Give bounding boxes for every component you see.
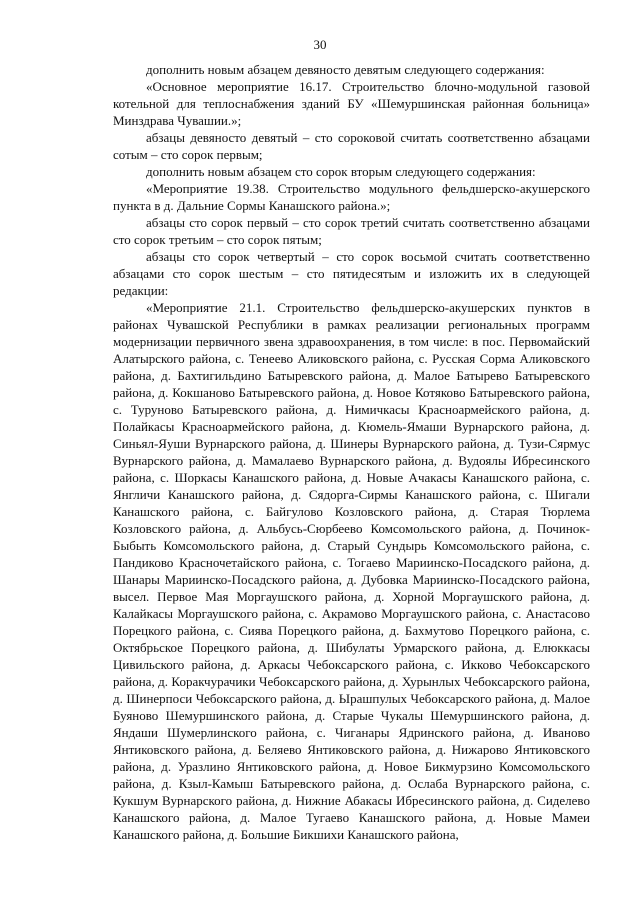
paragraph-3: абзацы девяносто девятый – сто сороковой считать соответственно абзацами сотым – сто сорок первым; — [113, 130, 590, 162]
paragraph-7: абзацы сто сорок четвертый – сто сорок восьмой считать соответственно абзацами сто сорок шестым – сто пятидесятым и изложить их в следующей редакции: — [113, 249, 590, 298]
paragraph-5: «Мероприятие 19.38. Строительство модульного фельдшерско-акушерского пункта в д. Дальние Сормы Канашского района.»; — [113, 181, 590, 213]
paragraph-2: «Основное мероприятие 16.17. Строительство блочно-модульной газовой котельной для теплоснабжения зданий БУ «Шемуршинская районная больница» Минздрава Чувашии.»; — [113, 79, 590, 128]
paragraph-1: дополнить новым абзацем девяносто девятым следующего содержания: — [146, 62, 545, 77]
paragraph-8: «Мероприятие 21.1. Строительство фельдшерско-акушерских пунктов в районах Чувашской Республики в рамках реализации региональных программ модернизации первичного звена здравоохранения, в том числе: в пос. Первомайский Алатырского района, с. Тенеево Аликовского района, с. Русская Сорма Аликовского района, д. Бахтигильдино Батыревского района, д. Малое Батырево Батыревского района, д. Кокшаново Батыревского района, д. Новое Котяково Батыревского района, с. Туруново Батыревского района, д. Нимичкасы Красноармейского района, д. Полайкасы Красноармейского района, д. Кюмель-Ямаши Вурнарского района, д. Синьял-Яуши Вурнарского района, д. Шинеры Вурнарского района, д. Тузи-Сярмус Вурнарского района, д. Мамалаево Вурнарского района, д. Вудоялы Ибресинского района, с. Шоркасы Канашского района, д. Новые Ачакасы Канашского района, с. Янгличи Канашского района, д. Сядорга-Сирмы Канашского района, с. Шигали Канашского района, с. Байгулово Козловского района, д. Старая Тюрлема Козловского района, д. Альбусь-Сюрбеево Комсомольского района, д. Починок-Быбыть Комсомольского района, д. Старый Сундырь Комсомольского района, с. Пандиково Красночетайского района, с. Тогаево Мариинско-Посадского района, д. Шанары Мариинско-Посадского района, д. Дубовка Мариинско-Посадского района, высел. Первое Мая Моргаушского района, д. Хорной Моргаушского района, д. Калайкасы Моргаушского района, с. Акрамово Моргаушского района, с. Анастасово Порецкого района, с. Сиява Порецкого района, д. Бахмутово Порецкого района, с. Октябрьское Порецкого района, д. Шибулаты Урмарского района, д. Елюккасы Цивильского района, д. Аркасы Чебоксарского района, с. Икково Чебоксарского района, д. Коракчурачики Чебоксарского района, д. Хурынлых Чебоксарского района, д. Шинерпоси Чебоксарского района, д. Ырашпулых Чебоксарского района, д. Малое Буяново Шемуршинского района, д. Старые Чукалы Шемуршинского района, д. Яндаши Шумерлинского района, с. Чиганары Ядринского района, д. Иваново Янтиковского района, д. Беляево Янтиковского района, д. Нижарово Янтиковского района, д. Уразлино Янтиковского района, д. Новое Бикмурзино Комсомольского района, д. Кзыл-Камыш Батыревского района, д. Ослаба Вурнарского района, с. Кукшум Вурнарского района, д. Нижние Абакасы Ибресинского района, д. Сиделево Канашского района, д. Малое Тугаево Канашского района, д. Новые Мамеи Канашского района, д. Большие Бикшихи Канашского района, — [113, 300, 590, 842]
paragraph-4: дополнить новым абзацем сто сорок вторым следующего содержания: — [146, 164, 536, 179]
page-number: 30 — [313, 37, 327, 52]
paragraph-6: абзацы сто сорок первый – сто сорок третий считать соответственно абзацами сто сорок третьим – сто сорок пятым; — [113, 215, 590, 247]
document-body — [113, 61, 590, 843]
